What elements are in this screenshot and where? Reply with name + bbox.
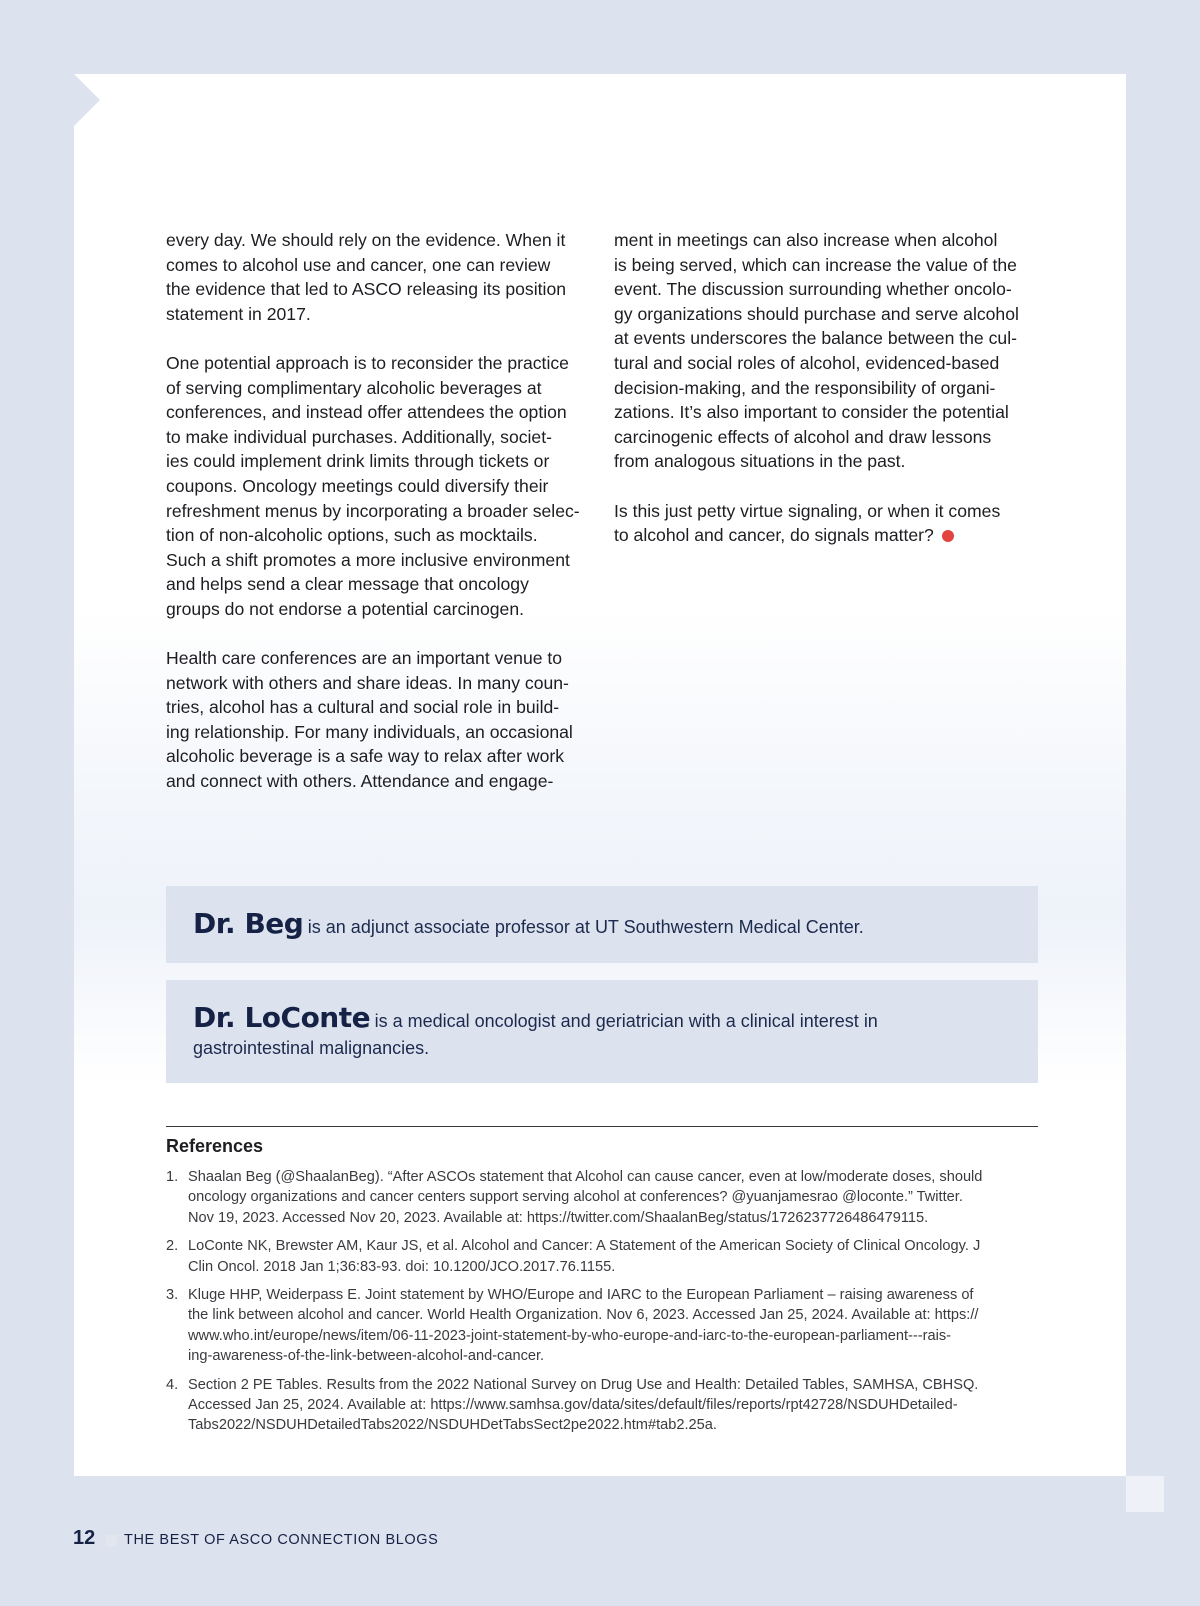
references-list bbox=[166, 1167, 1046, 1444]
footer-separator-square bbox=[106, 1535, 117, 1546]
article-right-column bbox=[614, 228, 1044, 572]
author-description: is a medical oncologist and geriatrician with a clinical interest in bbox=[374, 1011, 878, 1031]
author-description-continued: gastrointestinal malignancies. bbox=[193, 1038, 430, 1058]
references-divider bbox=[166, 1126, 1038, 1127]
paragraph: Health care conferences are an important venue to network with others and share ideas. In many coun- tries, alcohol has a cultural and social role in build- ing relationship. For many individuals, an occasional alcoholic beverage is a safe way to relax after work and connect with others. Attendance and engage- bbox=[166, 648, 573, 792]
author-name: Dr. Beg bbox=[193, 907, 304, 940]
end-of-article-dot-icon bbox=[942, 530, 954, 542]
reference-item: 4. Section 2 PE Tables. Results from the 2022 National Survey on Drug Use and Health: Detailed Tables, SAMHSA, CBHSQ. Accessed Jan 25, 2024. Available at: https://www.samhsa.gov/data/sites/default/files/reports/rpt42728/NSDUHDetailed- Tabs2022/NSDUHDetailedTabs2022/NSDUHDetTabsSect2pe2022.htm#tab2.25a. bbox=[166, 1376, 979, 1434]
author-name: Dr. LoConte bbox=[193, 1001, 371, 1034]
corner-square-decoration bbox=[1126, 1476, 1164, 1512]
author-bio-loconte bbox=[166, 980, 1038, 1083]
corner-tab-decoration bbox=[74, 74, 100, 126]
author-description: is an adjunct associate professor at UT Southwestern Medical Center. bbox=[307, 917, 864, 937]
publication-title: THE BEST OF ASCO CONNECTION BLOGS bbox=[124, 1532, 439, 1548]
paragraph: every day. We should rely on the evidence. When it comes to alcohol use and cancer, one can review the evidence that led to ASCO releasing its position statement in 2017. bbox=[166, 230, 567, 324]
references-heading: References bbox=[166, 1136, 264, 1156]
paragraph: Is this just petty virtue signaling, or when it comes to alcohol and cancer, do signals matter? bbox=[614, 500, 1001, 546]
article-left-column bbox=[166, 228, 591, 818]
author-bio-beg bbox=[166, 886, 1038, 963]
page-number: 12 bbox=[73, 1527, 96, 1549]
reference-item: 3. Kluge HHP, Weiderpass E. Joint statement by WHO/Europe and IARC to the European Parliament – raising awareness of the link between alcohol and cancer. World Health Organization. Nov 6, 2023. Accessed Jan 25, 2024. Available at: https:// www.who.int/europe/news/item/06-11-2023-joint-statement-by-who-europe-and-iarc-to-the-european-parliament---rais- ing-awareness-of-the-link-between-alcohol-and-cancer. bbox=[166, 1287, 979, 1365]
reference-item: 1. Shaalan Beg (@ShaalanBeg). “After ASCOs statement that Alcohol can cause cancer, even at low/moderate doses, should oncology organizations and cancer centers support serving alcohol at conferences? @yuanjamesrao @loconte.” Twitter. Nov 19, 2023. Accessed Nov 20, 2023. Available at: https://twitter.com/ShaalanBeg/status/1726237726486479115. bbox=[166, 1169, 983, 1226]
paragraph: ment in meetings can also increase when alcohol is being served, which can increase the value of the event. The discussion surrounding whether oncolo- gy organizations should purchase and serve alcohol at events underscores the balance between the cul- tural and social roles of alcohol, evidenced-based decision-making, and the responsibility of organi- zations. It’s also important to consider the potential carcinogenic effects of alcohol and draw lessons from analogous situations in the past. bbox=[614, 230, 1019, 472]
reference-item: 2. LoConte NK, Brewster AM, Kaur JS, et al. Alcohol and Cancer: A Statement of the American Society of Clinical Oncology. J Clin Oncol. 2018 Jan 1;36:83-93. doi: 10.1200/JCO.2017.76.1155. bbox=[166, 1238, 981, 1275]
paragraph: One potential approach is to reconsider the practice of serving complimentary alcoholic beverages at conferences, and instead offer attendees the option to make individual purchases. Additionally, societ- ies could implement drink limits through tickets or coupons. Oncology meetings could diversify their refreshment menus by incorporating a broader selec- tion of non-alcoholic options, such as mocktails. Such a shift promotes a more inclusive environment and helps send a clear message that oncology groups do not endorse a potential carcinogen. bbox=[166, 352, 580, 619]
